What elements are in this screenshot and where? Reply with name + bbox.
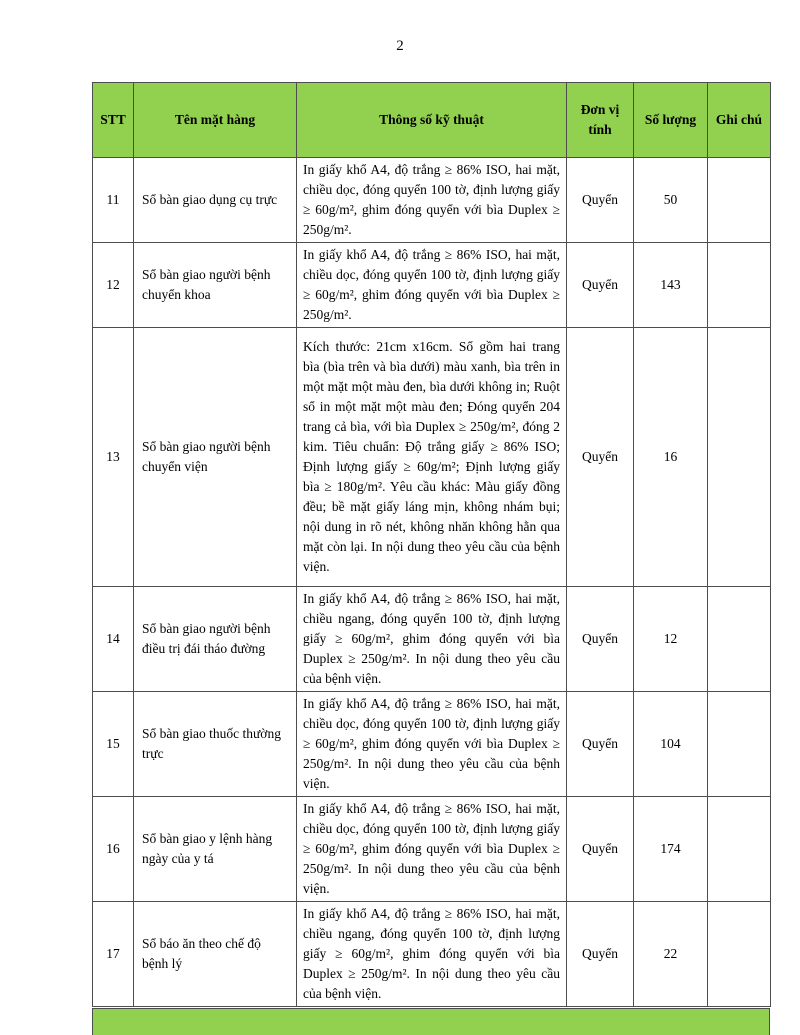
cell-specs: In giấy khổ A4, độ trắng ≥ 86% ISO, hai mặt, chiều dọc, đóng quyển 100 tờ, định lượng giấy ≥ 60g/m², ghim đóng quyển với bìa Duplex ≥ 250g/m². xyxy=(297,158,567,243)
cell-item-name: Sổ bàn giao người bệnh chuyển viện xyxy=(134,328,297,587)
cell-quantity: 143 xyxy=(634,243,708,328)
cell-unit: Quyển xyxy=(567,797,634,902)
cell-stt: 14 xyxy=(93,587,134,692)
table-row xyxy=(93,243,771,328)
cell-quantity: 50 xyxy=(634,158,708,243)
cell-specs: In giấy khổ A4, độ trắng ≥ 86% ISO, hai mặt, chiều dọc, đóng quyển 100 tờ, định lượng giấy ≥ 60g/m², ghim đóng quyển với bìa Duplex ≥ 250g/m². xyxy=(297,243,567,328)
cell-specs: In giấy khổ A4, độ trắng ≥ 86% ISO, hai mặt, chiều ngang, đóng quyển 100 tờ, định lượng giấy ≥ 60g/m², ghim đóng quyển với bìa Duplex ≥ 250g/m². In nội dung theo yêu cầu của bệnh viện. xyxy=(297,587,567,692)
cell-note xyxy=(708,692,771,797)
cell-specs: In giấy khổ A4, độ trắng ≥ 86% ISO, hai mặt, chiều dọc, đóng quyển 100 tờ, định lượng giấy ≥ 60g/m², ghim đóng quyển với bìa Duplex ≥ 250g/m². In nội dung theo yêu cầu của bệnh viện. xyxy=(297,692,567,797)
cell-stt: 15 xyxy=(93,692,134,797)
cell-stt: 12 xyxy=(93,243,134,328)
header-quantity: Số lượng xyxy=(634,83,708,158)
cell-unit: Quyển xyxy=(567,692,634,797)
cell-quantity: 104 xyxy=(634,692,708,797)
cell-unit: Quyển xyxy=(567,328,634,587)
cell-quantity: 174 xyxy=(634,797,708,902)
cell-item-name: Sổ bàn giao thuốc thường trực xyxy=(134,692,297,797)
header-specs: Thông số kỹ thuật xyxy=(297,83,567,158)
cell-note xyxy=(708,243,771,328)
cell-item-name: Sổ bàn giao dụng cụ trực xyxy=(134,158,297,243)
cell-specs: Kích thước: 21cm x16cm. Sổ gồm hai trang bìa (bìa trên và bìa dưới) màu xanh, bìa trên in một mặt một màu đen, bìa dưới không in; Ruột sổ in một mặt một màu đen; Đóng quyển 204 trang cả bìa, với bìa Duplex ≥ 250g/m², đóng 2 kim. Tiêu chuẩn: Độ trắng giấy ≥ 86% ISO; Định lượng giấy ≥ 60g/m²; Định lượng giấy bìa ≥ 180g/m². Yêu cầu khác: Màu giấy đồng đều; bề mặt giấy láng mịn, không nhám bụi; nội dung in rõ nét, không nhăn không hằn qua mặt còn lại. In nội dung theo yêu cầu của bệnh viện. xyxy=(297,328,567,587)
cell-specs: In giấy khổ A4, độ trắng ≥ 86% ISO, hai mặt, chiều ngang, đóng quyển 100 tờ, định lượng giấy ≥ 60g/m², ghim đóng quyển với bìa Duplex ≥ 250g/m². In nội dung theo yêu cầu của bệnh viện. xyxy=(297,902,567,1007)
cell-stt: 11 xyxy=(93,158,134,243)
header-stt: STT xyxy=(93,83,134,158)
next-page-table-header-strip xyxy=(92,1008,770,1035)
table-header-row xyxy=(93,83,771,158)
cell-stt: 17 xyxy=(93,902,134,1007)
header-item-name: Tên mặt hàng xyxy=(134,83,297,158)
cell-stt: 13 xyxy=(93,328,134,587)
table-row xyxy=(93,902,771,1007)
cell-note xyxy=(708,587,771,692)
cell-note xyxy=(708,797,771,902)
cell-note xyxy=(708,158,771,243)
table-row xyxy=(93,797,771,902)
cell-unit: Quyển xyxy=(567,587,634,692)
cell-item-name: Sổ bàn giao người bệnh điều trị đái tháo đường xyxy=(134,587,297,692)
cell-quantity: 22 xyxy=(634,902,708,1007)
table-row xyxy=(93,587,771,692)
header-unit: Đơn vị tính xyxy=(567,83,634,158)
table-row xyxy=(93,158,771,243)
cell-quantity: 16 xyxy=(634,328,708,587)
cell-item-name: Sổ báo ăn theo chế độ bệnh lý xyxy=(134,902,297,1007)
cell-note xyxy=(708,328,771,587)
header-note: Ghi chú xyxy=(708,83,771,158)
page-number: 2 xyxy=(396,38,404,54)
cell-quantity: 12 xyxy=(634,587,708,692)
cell-note xyxy=(708,902,771,1007)
table-row xyxy=(93,692,771,797)
cell-stt: 16 xyxy=(93,797,134,902)
cell-item-name: Sổ bàn giao y lệnh hàng ngày của y tá xyxy=(134,797,297,902)
cell-specs: In giấy khổ A4, độ trắng ≥ 86% ISO, hai mặt, chiều dọc, đóng quyển 100 tờ, định lượng giấy ≥ 60g/m², ghim đóng quyển với bìa Duplex ≥ 250g/m². In nội dung theo yêu cầu của bệnh viện. xyxy=(297,797,567,902)
cell-unit: Quyển xyxy=(567,243,634,328)
cell-unit: Quyển xyxy=(567,902,634,1007)
table-row xyxy=(93,328,771,587)
cell-unit: Quyển xyxy=(567,158,634,243)
supply-items-table xyxy=(92,82,771,1007)
cell-item-name: Sổ bàn giao người bệnh chuyển khoa xyxy=(134,243,297,328)
